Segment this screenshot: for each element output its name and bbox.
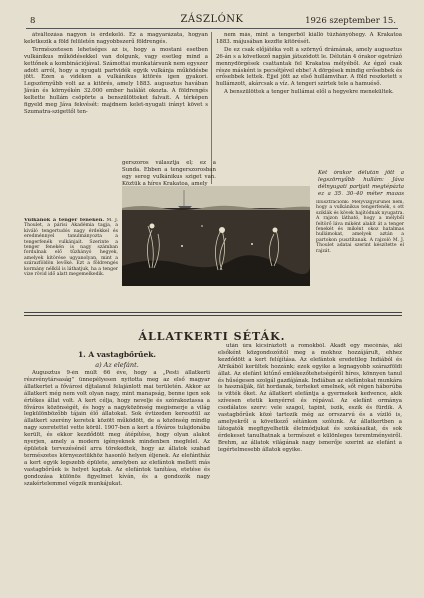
illustration-drawing xyxy=(122,186,310,286)
page-header xyxy=(26,14,398,29)
caption-right: Illusztrációnk: Melyvízgyűrűnél nem, hogy a vulkánikus tengerfenék, s ott sziklák és kövek hajítódnak nyugatra. A rajzon látható, hogy a mélyből feltörő láva miként alakít át a tenger fenekét és miként okoz hatalmas hullámokat, amelyek aztán a partokon pusztítanak. A rajzoló M. J. Thoulet adatai szerint készítette el rajzát. xyxy=(316,200,404,254)
wrap-text: gerszoros választja el; ez a Sunda. Ebben a tengerszorosban egy sereg vulkánikus sziget van. Köztük a híres Krakatoa, amely xyxy=(122,160,216,186)
undersea-volcano-illustration xyxy=(122,186,310,286)
paragraph: A benszülöttek a tenger hullámai elől a hegyekre menekültek. xyxy=(224,89,394,96)
paragraph: átváltozása nagyon is érdekelő. Ez a magyarázata, hogyan keletkezik a föld felületén nagyobbszerű földrengés. xyxy=(24,32,208,45)
section-subsubtitle: a) Az elefánt. xyxy=(95,361,139,369)
paragraph: után úra kicsiráztott a romokból. Akadt egy mecénás, aki elsőként közgondozóitól meg a mokhoz hozzájárult, ehhez kezdődött a kert felújítása. Az elefántok eredetileg Indiából és Afrikából kerültek hozzánk; ezek egyike a legnagyobb szárazföldi állat. Az elefánt kitűnő emlékezőtehetségéről híres, könnyen tanul és hűségesen szolgál gazdájának. Indiában az elefántokat munkára is használják, fát hordanak, terheket emelnek, sőt régen háborúba is vitték őket. Az állatkert elefántja a gyermekek kedvence, akik szívesen etetik kenyérrel és répával. Az elefánt ormánya csodálatos szerv: vele szagol, tapint, iszik, eszik és fürdik. A vastagbőrűek közé tartozik még az orrszarvú és a víziló is, amelyekről a következő sétánkon szólunk. Az állatkertben a látogatók megfigyelhetik életmódjukat és szokásaikat, és sok érdekeset tanulhatnak a természet e különleges teremtményeiről. Brehm, az állatok világának nagy ismerője szerint az elefánt a legértelmesebb állatok egyike. xyxy=(218,343,402,453)
article-column-right xyxy=(216,32,402,192)
paragraph: nem más, mint a tengerből kiálló tűzhányóhegy. A Krakatoa 1883. májusában kezdte kitörését. xyxy=(216,32,402,45)
paragraph: Természetesen lehetséges az is, hogy a mostani esetben vulkánikus működésekkel van dolgunk, vagy esetleg mind a kettőnek a kombinációjával. Számottai munkatársunk nem egyszer adott arról, hogy a nyugati partvidék egyik vulkánja működésbe jött. Ezen a vidéken a vulkánikus kitörés igen gyakori. Legszörnyűbb volt az a kitörés, amely 1883. augusztus havában Jáván és környékén 32.000 ember halálát okozta. A földrengés keltette hullám csöpörte a benszülötteket falvait. A térképen figyeld meg Jáva fekvését: majdnem kelet-nyugati irányt követ s Szumatra-szigettől ten- xyxy=(24,46,208,115)
caption-left xyxy=(24,218,118,308)
paragraph: De ez csak előjátéka volt a szörnyű drámának, amely augusztus 26-án s a következő napján játszódott le. Délután 4 órakor egetrázó mennydörgések csattantak fel Krakatoa mélyéből. Az égző csak része másként is pecsétjével ebbe! A dörgések mindig erősebbek és erősebbek lettek. Éjjel jött az első hullámvihar. A föld reszketett s hullámzott, akárcsak a víz. A tengeri szirtek tele a hamuéső. xyxy=(216,46,402,88)
caption-text: M. J. Thoulet, a párisi Akadémia tagja, a kiváló tengertudós nagy érdekkel és eredménnyel tanulmányozta a tengerfenék vulkánjait. Szerinte a tenger fenekén is nagy számban fordulnak elő tűzhányó hegyek, amelyek kitörése ugyanolyan, mint a szárazföldön levőké. Ezt a földrengés kormány nélkül is láthatjuk, ha a tenger vize rövid idő alatt megemelkedik. xyxy=(24,218,118,278)
caption-title: Vulkánok a tenger fenekén. xyxy=(24,218,105,223)
paragraph: Augusztus 9-én múlt 66 éve, hogy a „Pesti állatkerti részvénytársaság” ünnepélyesen nyitotta meg az első magyar állatkertet a fővárosi díjtalanul felajánlott mai területén. Akkor az állatkert még nem volt olyan nagy, mint manapság, benne igen sok értékes állat volt. A kert célja, hogy nevelje és szórakoztassa a főváros közönségét, és hogy a nagyközönség megismerje a világ legkülönbözőbb tájain élő állatokat. Sok évtizeden keresztül az állatkert szerény keretek között működött, de a közönség mindig nagy szeretettel vette körül. 1907-ben a kert a főváros tulajdonába került, és ekkor kezdődött meg átépítése, hogy olyan alakot nyerjen, amely a modern igényeknek mindenben megfelel. Az épületek tervezésénél arra törekedtek, hogy az állatok szabad természetes környezetükhöz hasonló helyen éljenek. Az elefántház a kert egyik legszebb épülete, amelyben az elefántok mellett más vastagbőrűek is helyet kaptak. Az elefántok tanítása, etetése és gondozása különös figyelmet kíván, és a gondozók nagy szakértelemmel végzik munkájukat. xyxy=(24,370,210,487)
issue-date: 1926 szeptember 15. xyxy=(305,16,396,26)
zoo-article-left xyxy=(24,370,210,592)
page-number: 8 xyxy=(30,16,36,26)
zoo-article-right xyxy=(218,343,402,592)
masthead: ZÁSZLÓNK xyxy=(180,14,244,25)
section-divider xyxy=(24,312,402,316)
section-title: ÁLLATKERTI SÉTÁK. xyxy=(138,330,286,343)
section-subtitle: 1. A vastagbőrűek. xyxy=(77,350,157,359)
wrap-text-right: Két órakor délután jött a legszörnyűbb hullám: Jáva délnyugati partjait megtépázta ez a 35, 30–40 méter magas xyxy=(318,170,404,195)
